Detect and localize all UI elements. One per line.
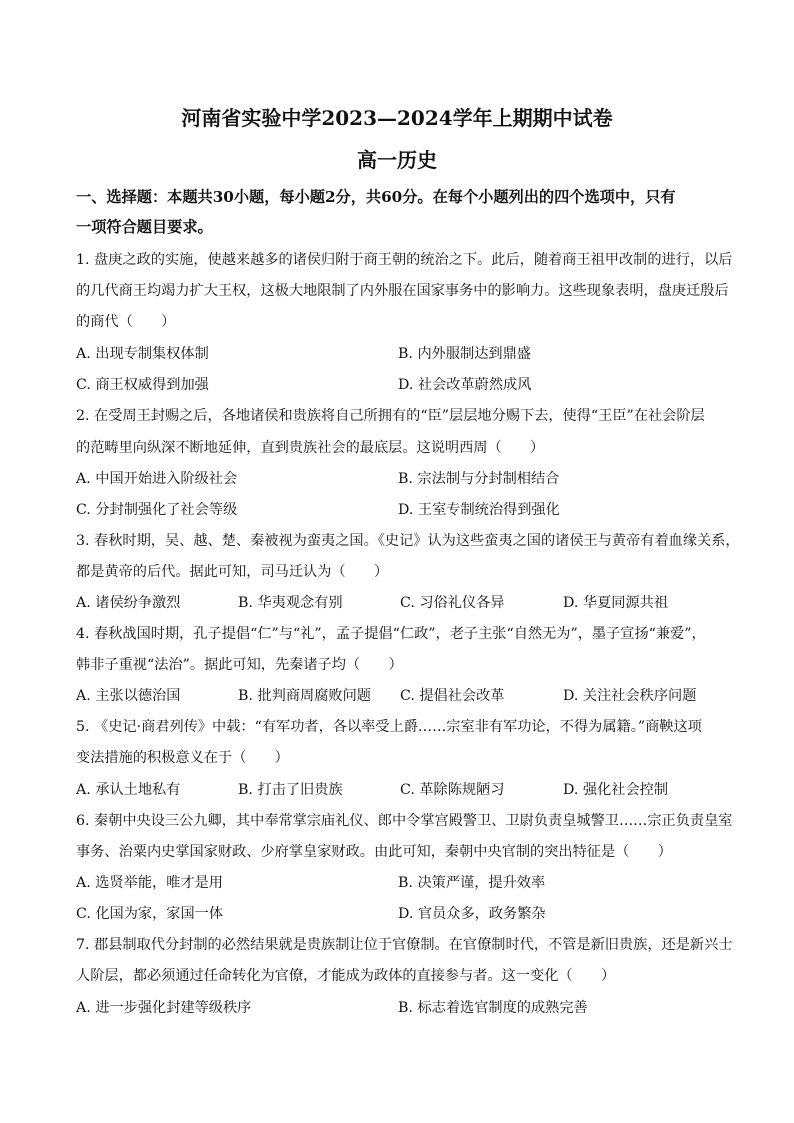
question-7-text: 7. 郡县制取代分封制的必然结果就是贵族制让位于官僚制。在官僚制时代，不管是新旧贵族，还是新兴士 [76, 937, 733, 953]
question-2-option-a[interactable]: A. 中国开始进入阶级社会 [76, 471, 238, 487]
question-4-option-c[interactable]: C. 提倡社会改革 [400, 688, 505, 704]
question-2-option-b[interactable]: B. 宗法制与分封制相结合 [398, 471, 560, 487]
question-4-text: 韩非子重视“法治”。据此可知，先秦诸子均（ ） [76, 657, 403, 673]
question-1-option-c[interactable]: C. 商王权威得到加强 [76, 377, 209, 393]
question-5-option-d[interactable]: D. 强化社会控制 [563, 782, 669, 798]
section-instruction: 一、选择题：本题共30小题，每小题2分，共60分。在每个小题列出的四个选项中，只有 [76, 188, 676, 206]
question-1-text: 的几代商王均竭力扩大王权，这极大地限制了内外服在国家事务中的影响力。这些现象表明，盘庚迁殷后 [76, 283, 729, 299]
question-6-option-b[interactable]: B. 决策严谨，提升效率 [398, 875, 546, 891]
question-6-option-c[interactable]: C. 化国为家，家国一体 [76, 906, 224, 922]
question-6-option-d[interactable]: D. 官员众多，政务繁杂 [398, 906, 546, 922]
question-4-option-d[interactable]: D. 关注社会秩序问题 [563, 688, 697, 704]
question-5-text: 变法措施的积极意义在于（ ） [76, 750, 289, 766]
question-7-option-a[interactable]: A. 进一步强化封建等级秩序 [76, 1000, 252, 1016]
question-3-option-d[interactable]: D. 华夏同源共祖 [563, 595, 669, 611]
question-2-text: 2. 在受周王封赐之后，各地诸侯和贵族将自己所拥有的“臣”层层地分赐下去，使得“王臣”在社会阶层 [76, 408, 705, 424]
exam-subject: 高一历史 [357, 148, 437, 172]
question-4-text: 4. 春秋战国时期，孔子提倡“仁”与“礼”，孟子提倡“仁政”，老子主张“自然无为”，墨子宣扬“兼爱”， [76, 626, 706, 642]
question-3-option-a[interactable]: A. 诸侯纷争激烈 [76, 595, 181, 611]
question-2-option-c[interactable]: C. 分封制强化了社会等级 [76, 502, 238, 518]
question-4-option-b[interactable]: B. 批判商周腐败问题 [238, 688, 371, 704]
question-6-text: 事务、治粟内史掌国家财政、少府掌皇家财政。由此可知，秦朝中央官制的突出特征是（ ） [76, 844, 672, 860]
question-5-text: 5. 《史记·商君列传》中载：“有军功者，各以率受上爵……宗室非有军功论，不得为属籍。”商鞅这项 [76, 719, 702, 735]
question-3-option-c[interactable]: C. 习俗礼仪各异 [400, 595, 505, 611]
question-5-option-b[interactable]: B. 打击了旧贵族 [238, 782, 343, 798]
section-instruction: 一项符合题目要求。 [76, 218, 213, 236]
question-6-option-a[interactable]: A. 选贤举能，唯才是用 [76, 875, 223, 891]
question-1-option-b[interactable]: B. 内外服制达到鼎盛 [398, 346, 531, 362]
question-1-text: 的商代（ ） [76, 314, 176, 330]
question-1-option-d[interactable]: D. 社会改革蔚然成风 [398, 377, 532, 393]
question-2-text: 的范畴里向纵深不断地延伸，直到贵族社会的最底层。这说明西周（ ） [76, 440, 545, 456]
question-7-option-b[interactable]: B. 标志着选官制度的成熟完善 [398, 1000, 588, 1016]
question-1-text: 1. 盘庚之政的实施，使越来越多的诸侯归附于商王朝的统治之下。此后，随着商王祖甲改制的进行，以后 [76, 252, 733, 268]
question-5-option-c[interactable]: C. 革除陈规陋习 [400, 782, 505, 798]
question-3-text: 都是黄帝的后代。据此可知，司马迁认为（ ） [76, 564, 389, 580]
question-6-text: 6. 秦朝中央设三公九卿，其中奉常掌宗庙礼仪、郎中令掌宫殿警卫、卫尉负责皇城警卫……宗正负责皇室 [76, 813, 733, 829]
question-7-text: 人阶层，都必须通过任命转化为官僚，才能成为政体的直接参与者。这一变化（ ） [76, 968, 616, 984]
question-3-option-b[interactable]: B. 华夷观念有别 [238, 595, 343, 611]
exam-title: 河南省实验中学2023—2024学年上期期中试卷 [181, 106, 613, 130]
question-1-option-a[interactable]: A. 出现专制集权体制 [76, 346, 209, 362]
question-2-option-d[interactable]: D. 王室专制统治得到强化 [398, 502, 560, 518]
question-5-option-a[interactable]: A. 承认土地私有 [76, 782, 181, 798]
question-3-text: 3. 春秋时期，吴、越、楚、秦被视为蛮夷之国。《史记》认为这些蛮夷之国的诸侯王与黄帝有着血缘关系， [76, 533, 740, 549]
question-4-option-a[interactable]: A. 主张以德治国 [76, 688, 181, 704]
